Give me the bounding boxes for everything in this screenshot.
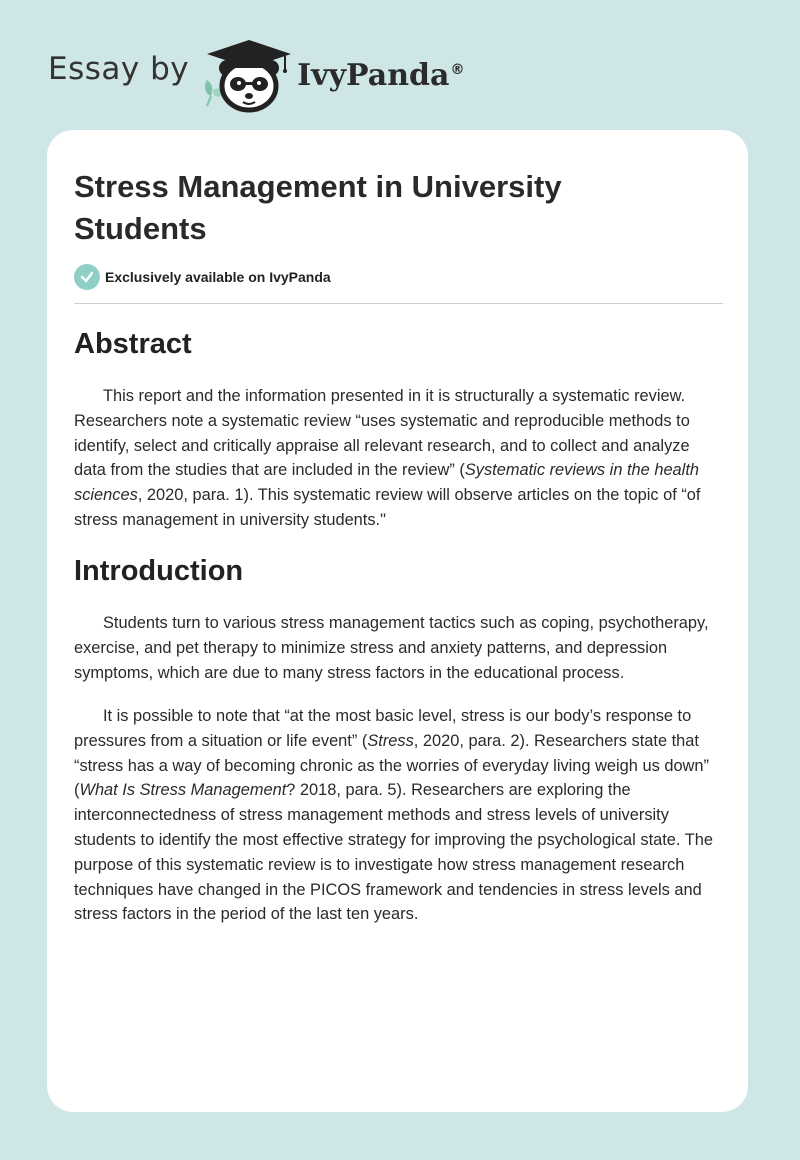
abstract-paragraph: This report and the information presented in it is structurally a systematic review. Researchers note a systematic review “uses systematic and reproducible methods to identify, select and critically appraise all relevant research, and to collect and analyze data from the studies that are included in the review” (Systematic reviews in the health sciences, 2020, para. 1). This systematic review will observe articles on the topic of “of stress management in university students." (74, 387, 701, 529)
exclusive-badge (74, 264, 331, 290)
introduction-paragraph-1: Students turn to various stress management tactics such as coping, psychotherapy, exercise, and pet therapy to minimize stress and anxiety patterns, and depression symptoms, which are due to many stress factors in the educational process. (74, 614, 709, 682)
badge-text: Exclusively available on IvyPanda (105, 269, 331, 285)
divider (74, 303, 723, 304)
panda-logo-icon (201, 34, 295, 114)
section-heading-introduction: Introduction (74, 555, 244, 587)
brand-logo[interactable] (48, 34, 464, 114)
registered-mark: ® (450, 61, 465, 78)
introduction-paragraph-2: It is possible to note that “at the most basic level, stress is our body’s response to pressures from a situation or life event” (Stress, 2020, para. 2). Researchers state that “stress has a way of becoming chronic as the worries of everyday living weigh us down” (What Is Stress Management? 2018, para. 5). Researchers are exploring the interconnectedness of stress management methods and stress levels of university students to identify the most effective strategy for improving the psychological state. The purpose of this systematic review is to investigate how stress management research techniques have changed in the PICOS framework and tendencies in stress levels and stress factors in the period of the last ten years. (74, 707, 713, 924)
check-circle-icon (74, 264, 100, 290)
section-heading-abstract: Abstract (74, 328, 192, 360)
essay-card (47, 130, 748, 1112)
brand-prefix: Essay by (48, 51, 190, 87)
brand-name: IvyPanda® (297, 57, 465, 93)
page-title: Stress Management in University Students (74, 169, 562, 246)
